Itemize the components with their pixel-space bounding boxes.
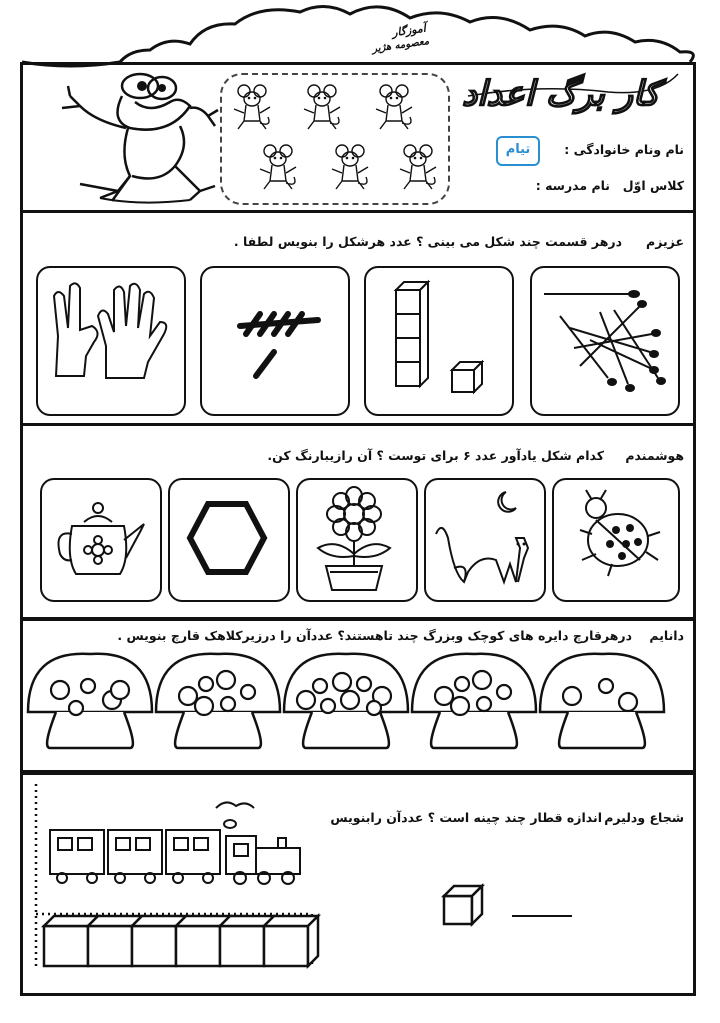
flower-pot-image — [296, 478, 414, 598]
hands-counting-image — [36, 266, 182, 412]
mouse-icon — [328, 143, 372, 193]
mushroom-dot — [313, 679, 327, 693]
mushroom-dot — [451, 697, 469, 715]
cube-tower-image — [364, 266, 510, 412]
mushroom-dot — [81, 679, 95, 693]
mice-group — [220, 73, 446, 201]
frog-mascot-image — [40, 66, 220, 206]
mushroom-dot — [599, 679, 613, 693]
mushroom-5 — [540, 654, 664, 748]
mushroom-2 — [156, 654, 280, 748]
mushroom-dot — [367, 701, 381, 715]
answer-line[interactable] — [512, 915, 572, 917]
mushroom-dot — [357, 677, 371, 691]
mushroom-dot — [179, 687, 197, 705]
mushroom-dot — [497, 685, 511, 699]
mouse-icon — [230, 83, 274, 133]
cat-moon-image — [424, 478, 542, 598]
teacher-name-line2: معصومه هژیر — [371, 36, 430, 55]
row-cube-side — [308, 916, 318, 966]
mushroom-dot — [241, 685, 255, 699]
mushroom-dot — [199, 677, 213, 691]
q4-prefix: شجاع ودلیرم — [604, 810, 684, 825]
q1-prefix: عزیزم — [646, 234, 684, 249]
matchsticks-image — [530, 266, 676, 412]
cube-row-image — [40, 912, 330, 972]
mushroom-dot — [619, 693, 637, 711]
mushroom-dot — [69, 701, 83, 715]
family-name-label: نام ونام خانوادگی : — [564, 142, 684, 157]
tally-marks-image — [200, 266, 346, 412]
mushroom-dot — [477, 697, 491, 711]
mouse-icon — [372, 83, 416, 133]
mouse-icon — [256, 143, 300, 193]
school-logo: تیام — [496, 136, 540, 166]
single-cube-image — [440, 882, 490, 932]
q1-instruction: درهر قسمت چند شکل می بینی ؟ عدد هرشکل را بنویس لطفا . — [233, 234, 622, 249]
teacher-name-line1: آموزگار — [391, 21, 427, 40]
mushroom-dot — [321, 699, 335, 713]
mouse-icon — [300, 83, 344, 133]
teapot-image — [40, 478, 158, 598]
q2-instruction: کدام شکل یادآور عدد ۶ برای توست ؟ آن رازیبارنگ کن. — [267, 448, 604, 463]
mushroom-dot — [563, 687, 581, 705]
mushroom-dot — [473, 671, 491, 689]
mushroom-dot — [341, 691, 359, 709]
mushroom-dot — [221, 697, 235, 711]
class-label: کلاس اوّل — [622, 178, 684, 193]
mushroom-4 — [412, 654, 536, 748]
mushroom-dot — [435, 687, 453, 705]
q2-prefix: هوشمندم — [625, 448, 684, 463]
school-name-label: نام مدرسه : — [535, 178, 610, 193]
q4-instruction: اندازه قطار چند چینه است ؟ عددآن رابنویس — [330, 810, 602, 825]
ladybug-image — [552, 478, 676, 598]
mushroom-dot — [217, 671, 235, 689]
q3-prefix: دانایم — [649, 628, 684, 643]
mushroom-dot — [455, 677, 469, 691]
q3-instruction: درهرقارچ دایره های کوچک وبزرگ چند تاهستند؟ عددآن را درزیرکلاهک قارچ بنویس . — [117, 628, 632, 643]
train-image — [40, 796, 330, 906]
mushroom-1 — [28, 654, 152, 748]
mushroom-dot — [195, 697, 213, 715]
mushroom-dot — [51, 681, 69, 699]
page-title: کار برگ اعداد — [462, 74, 660, 114]
mushroom-dot — [333, 673, 351, 691]
mushroom-dot — [297, 691, 315, 709]
hexagon-image — [168, 478, 286, 598]
mouse-icon — [396, 143, 440, 193]
mushrooms-group — [20, 650, 690, 770]
mushroom-dot — [111, 681, 129, 699]
